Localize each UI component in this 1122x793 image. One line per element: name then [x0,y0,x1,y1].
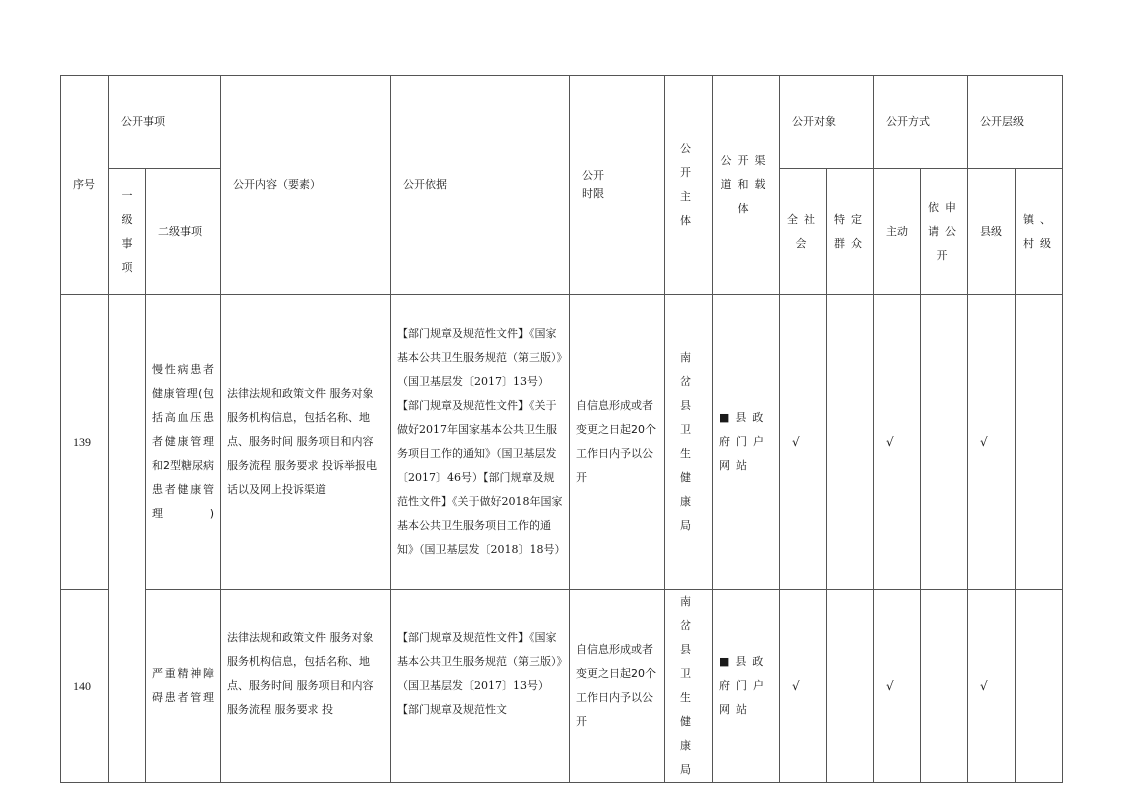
table-row [61,590,1063,783]
row-audience-all: √ [780,295,827,590]
row-level-town [1016,590,1063,783]
row-basis: 【部门规章及规范性文件】《国家基本公共卫生服务规范（第三版）》（国卫基层发〔2017〕13号）【部门规章及规范性文 [391,590,570,783]
header-content: 公开内容（要素） [221,76,391,295]
header-level-county: 县级 [968,169,1016,295]
row-level-town [1016,295,1063,590]
row-basis: 【部门规章及规范性文件】《国家基本公共卫生服务规范（第三版）》（国卫基层发〔2017〕13号）【部门规章及规范性文件】《关于做好2017年国家基本公共卫生服务项目工作的通知》（国卫基层发〔2017〕46号）【部门规章及规范性文件】《关于做好2018年国家基本公共卫生服务项目工作的通知》（国卫基层发〔2018〕18号） [391,295,570,590]
row-index: 140 [61,590,109,783]
row-level2: 严重精神障碍患者管理 [146,590,221,783]
row-level1 [109,295,146,783]
row-level2: 慢性病患者健康管理(包括高血压患者健康管理和2型糖尿病患者健康管理) [146,295,221,590]
header-audience-all: 全社会 [780,169,827,295]
disclosure-table [60,75,1063,783]
header-level1: 一级事项 [109,169,146,295]
row-channel: ■县政府门户网站 [713,295,780,590]
row-index: 139 [61,295,109,590]
header-level2: 二级事项 [146,169,221,295]
row-method-request [921,295,968,590]
table-row [61,295,1063,590]
row-audience-specific [827,295,874,590]
header-method: 公开方式 [874,76,968,169]
header-method-request: 依申请公开 [921,169,968,295]
header-channel: 公开渠道和载体 [713,76,780,295]
row-level-county: √ [968,295,1016,590]
header-index: 序号 [61,76,109,295]
header-subject: 公开主体 [665,76,713,295]
row-subject: 南岔县卫生健康局 [665,590,713,783]
header-method-active: 主动 [874,169,921,295]
header-time-limit: 公开时限 [570,76,665,295]
header-level-town: 镇、村级 [1016,169,1063,295]
row-method-request [921,590,968,783]
header-audience-specific: 特定群众 [827,169,874,295]
row-time-limit: 自信息形成或者变更之日起20个工作日内予以公开 [570,590,665,783]
header-basis: 公开依据 [391,76,570,295]
row-subject: 南岔县卫生健康局 [665,295,713,590]
row-method-active: √ [874,590,921,783]
row-audience-specific [827,590,874,783]
row-content: 法律法规和政策文件 服务对象 服务机构信息，包括名称、地点、服务时间 服务项目和内容 服务流程 服务要求 投 [221,590,391,783]
row-method-active: √ [874,295,921,590]
header-audience: 公开对象 [780,76,874,169]
row-audience-all: √ [780,590,827,783]
header-level: 公开层级 [968,76,1063,169]
row-channel: ■县政府门户网站 [713,590,780,783]
header-row-1 [61,76,1063,169]
row-level-county: √ [968,590,1016,783]
row-time-limit: 自信息形成或者变更之日起20个工作日内予以公开 [570,295,665,590]
row-content: 法律法规和政策文件 服务对象 服务机构信息，包括名称、地点、服务时间 服务项目和内容 服务流程 服务要求 投诉举报电话以及网上投诉渠道 [221,295,391,590]
header-items: 公开事项 [109,76,221,169]
